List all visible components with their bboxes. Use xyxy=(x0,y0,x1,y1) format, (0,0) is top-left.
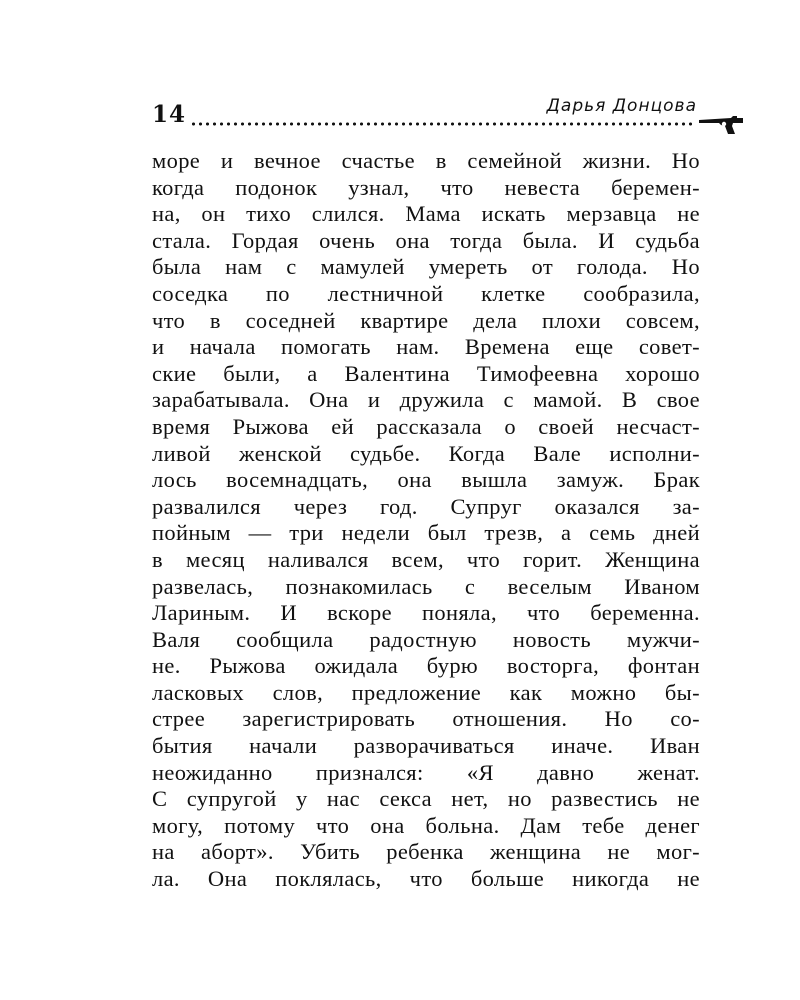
text-line: зарабатывала. Она и дружила с мамой. В свое xyxy=(152,387,700,413)
text-line: Валя сообщила радостную новость мужчи- xyxy=(152,626,700,652)
text-line: бытия начали разворачиваться иначе. Иван xyxy=(152,733,700,759)
text-line: и начала помогать нам. Времена еще совет- xyxy=(152,334,700,360)
text-line: море и вечное счастье в семейной жизни. Но xyxy=(152,148,700,173)
page-number: 14 xyxy=(152,101,187,128)
text-line: ласковых слов, предложение как можно бы- xyxy=(152,679,700,705)
text-line: стрее зарегистрировать отношения. Но со- xyxy=(152,706,700,732)
text-line: Лариным. И вскоре поняла, что беременна. xyxy=(152,600,700,626)
text-line: развалился через год. Супруг оказался за- xyxy=(152,493,700,519)
text-line: была нам с мамулей умереть от голода. Но xyxy=(152,254,700,280)
text-line: соседка по лестничной клетке сообразила, xyxy=(152,280,700,306)
text-line: ливой женской судьбе. Когда Вале исполни- xyxy=(152,440,700,466)
text-line: лось восемнадцать, она вышла замуж. Брак xyxy=(152,467,700,493)
dotted-leader xyxy=(190,122,695,126)
body-text xyxy=(152,148,700,893)
text-line: что в соседней квартире дела плохи совсем, xyxy=(152,307,700,333)
pistol-icon xyxy=(697,112,747,136)
text-line: ла. Она поклялась, что больше никогда не xyxy=(152,866,700,892)
text-line: неожиданно признался: «Я давно женат. xyxy=(152,759,700,785)
text-line: когда подонок узнал, что невеста беремен- xyxy=(152,174,700,200)
text-line: на аборт». Убить ребенка женщина не мог- xyxy=(152,839,700,865)
text-line: не. Рыжова ожидала бурю восторга, фонтан xyxy=(152,653,700,679)
text-line: время Рыжова ей рассказала о своей несчаст- xyxy=(152,413,700,439)
text-line: стала. Гордая очень она тогда была. И судьба xyxy=(152,227,700,253)
text-line: на, он тихо слился. Мама искать мерзавца не xyxy=(152,201,700,227)
running-header xyxy=(152,96,747,140)
text-line: пойным — три недели был трезв, а семь дней xyxy=(152,520,700,546)
text-line: могу, потому что она больна. Дам тебе денег xyxy=(152,812,700,838)
text-line: развелась, познакомилась с веселым Иваном xyxy=(152,573,700,599)
text-line: С супругой у нас секса нет, но развестись не xyxy=(152,786,700,812)
text-line: в месяц наливался всем, что горит. Женщина xyxy=(152,546,700,572)
running-head-author: Дарья Донцова xyxy=(546,96,697,116)
text-line: ские были, а Валентина Тимофеевна хорошо xyxy=(152,360,700,386)
